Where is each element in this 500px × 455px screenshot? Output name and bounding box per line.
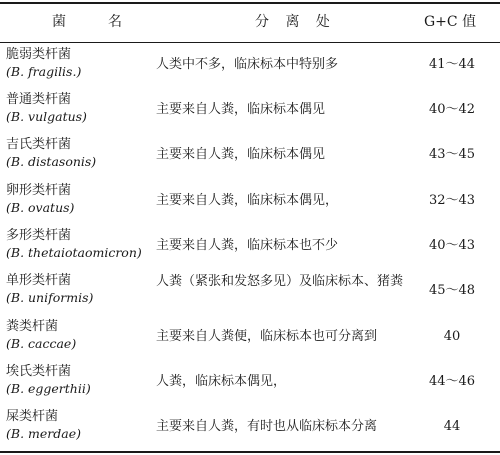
table-header [0,4,500,42]
row-latin-name: (B. thetaiotaomicron) [6,245,142,260]
row-latin-name: (B. distasonis) [6,154,97,169]
row-latin-name: (B. merdae) [6,426,81,441]
row-gc-value: 44 [443,419,461,434]
row-latin-name: (B. fragilis.) [6,64,82,79]
row-gc-value: 40～42 [428,102,476,117]
row-latin-name: (B. eggerthii) [6,381,91,396]
row-source: 主要来自人粪，临床标本偶见 [156,102,326,117]
table-row [0,269,500,314]
row-gc-value: 40～43 [428,238,476,253]
row-chinese-name: 多形类杆菌 [6,228,72,243]
row-chinese-name: 屎类杆菌 [6,409,59,424]
row-chinese-name: 卵形类杆菌 [6,183,72,198]
row-chinese-name: 普通类杆菌 [6,92,72,107]
row-latin-name: (B. caccae) [6,336,77,351]
table-row [0,179,500,224]
row-source: 主要来自人粪，临床标本也不少 [156,238,339,253]
row-latin-name: (B. vulgatus) [6,109,87,124]
table-row [0,360,500,405]
row-chinese-name: 脆弱类杆菌 [6,47,72,62]
table-bottom-rule [0,451,500,453]
table-body [0,43,500,451]
row-source: 主要来自人粪便，临床标本也可分离到 [156,329,378,344]
header-gc: G+C 值 [424,14,477,30]
row-latin-name: (B. ovatus) [6,200,75,215]
row-source: 主要来自人粪，有时也从临床标本分离 [156,419,378,434]
table-row [0,43,500,88]
table-row [0,133,500,178]
row-source: 主要来自人粪，临床标本偶见 [156,147,326,162]
row-gc-value: 45～48 [428,283,476,298]
row-source: 人粪，临床标本偶见， [156,374,287,389]
table-row [0,224,500,269]
row-chinese-name: 埃氏类杆菌 [6,364,72,379]
row-gc-value: 41～44 [428,57,476,72]
row-gc-value: 32～43 [428,193,476,208]
row-source: 人类中不多，临床标本中特别多 [156,57,339,72]
row-chinese-name: 粪类杆菌 [6,319,59,334]
header-source: 分 离 处 [255,14,336,30]
header-name: 菌 名 [52,14,136,30]
row-latin-name: (B. uniformis) [6,290,94,305]
row-chinese-name: 单形类杆菌 [6,273,72,288]
row-gc-value: 44～46 [428,374,476,389]
row-source: 人粪（紧张和发怒多见）及临床标本、猪粪 [156,274,404,289]
row-gc-value: 40 [443,329,461,344]
row-source: 主要来自人粪，临床标本偶见， [156,193,339,208]
table-row [0,88,500,133]
table-row [0,405,500,450]
table-row [0,315,500,360]
row-gc-value: 43～45 [428,147,476,162]
row-chinese-name: 吉氏类杆菌 [6,137,72,152]
